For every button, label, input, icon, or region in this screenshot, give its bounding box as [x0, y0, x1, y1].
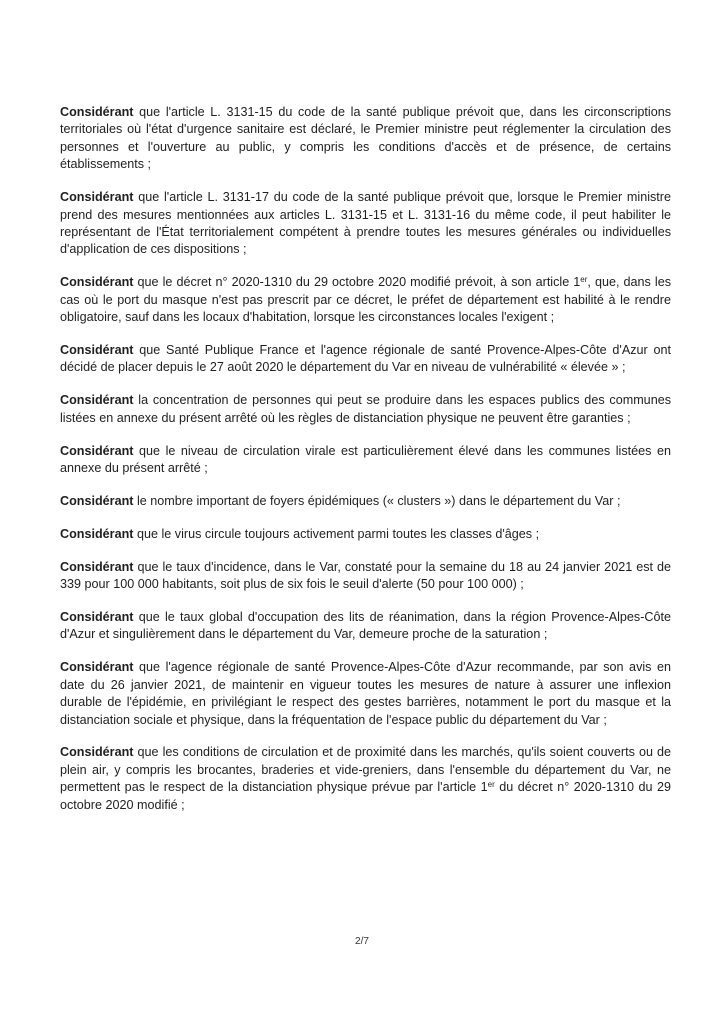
paragraph-marches — [60, 744, 671, 814]
paragraph-classes-ages — [60, 526, 671, 543]
paragraph-text: que le virus circule toujours activement parmi toutes les classes d'âges ; — [136, 526, 540, 541]
paragraph-avis-ars — [60, 659, 671, 729]
paragraph-text: que l'article L. 3131-17 du code de la santé publique prévoit que, lorsque le Premier ministre prend des mesures mentionnées aux articles L. 3131-15 et L. 3131-16 du même code, il peut habiliter le représentant de l'État territorialement compétent à prendre toutes les mesures générales ou individuelles d'application de ces dispositions ; — [60, 190, 672, 257]
lead-word: Considérant — [60, 610, 134, 625]
paragraph-text-after: , que, dans les cas où le port du masque n'est pas prescrit par ce décret, le préfet de département est habilité à le rendre obligatoire, sauf dans les locaux d'habitation, lorsque les circonstances locales l'exigent ; — [60, 275, 671, 325]
paragraph-text: le nombre important de foyers épidémiques (« clusters ») dans le département du Var ; — [136, 493, 621, 508]
paragraph-concentration — [60, 392, 671, 427]
paragraph-text: que le taux global d'occupation des lits de réanimation, dans la région Provence-Alpes-Côte d'Azur et singulièrement dans le département du Var, demeure proche de la saturation ; — [60, 610, 671, 642]
lead-word: Considérant — [60, 493, 134, 508]
page-number: 2/7 — [355, 936, 369, 947]
document-body — [60, 104, 671, 830]
paragraph-text: que le décret n° 2020-1310 du 29 octobre 2020 modifié prévoit, à son article 1 — [137, 275, 581, 290]
paragraph-clusters — [60, 493, 671, 510]
lead-word: Considérant — [60, 393, 134, 408]
lead-word: Considérant — [60, 559, 134, 574]
paragraph-text: la concentration de personnes qui peut se produire dans les espaces publics des communes listées en annexe du présent arrêté où les règles de distanciation physique ne peuvent être garanties ; — [60, 393, 671, 425]
lead-word: Considérant — [60, 526, 134, 541]
paragraph-reanimation — [60, 609, 671, 644]
paragraph-text: que le taux d'incidence, dans le Var, constaté pour la semaine du 18 au 24 janvier 2021 est de 339 pour 100 000 habitants, soit plus de six fois le seuil d'alerte (50 pour 100 000) ; — [60, 559, 672, 592]
lead-word: Considérant — [60, 660, 134, 675]
lead-word: Considérant — [60, 443, 134, 458]
lead-word: Considérant — [60, 105, 134, 119]
paragraph-article-3131-15 — [60, 104, 671, 174]
paragraph-decret-2020-1310 — [60, 274, 671, 326]
paragraph-text-after: du décret n° 2020-1310 du 29 octobre 2020 modifié ; — [60, 780, 671, 812]
paragraph-text: que les conditions de circulation et de proximité dans les marchés, qu'ils soient couverts ou de plein air, y compris les brocantes, braderies et vide-greniers, dans l'ensemble du département du Var, ne permettent pas le respect de la distanciation physique prévue par l'article 1 — [60, 745, 672, 795]
paragraph-text: que Santé Publique France et l'agence régionale de santé Provence-Alpes-Côte d'Azur ont décidé de placer depuis le 27 août 2020 le département du Var en niveau de vulnérabilité « élevée » ; — [60, 342, 671, 375]
paragraph-vulnerabilite — [60, 342, 671, 377]
paragraph-text: que l'agence régionale de santé Provence-Alpes-Côte d'Azur recommande, par son avis en date du 26 janvier 2021, de maintenir en vigueur toutes les mesures de nature à assurer une inflexion durable de l'épidémie, en privilégiant le respect des gestes barrières, notamment le port du masque et la distanciation sociale et physique, dans la fréquentation de l'espace public du département du Var ; — [60, 660, 672, 727]
lead-word: Considérant — [60, 190, 134, 205]
paragraph-taux-incidence — [60, 559, 671, 594]
lead-word: Considérant — [60, 275, 134, 290]
lead-word: Considérant — [60, 342, 134, 357]
paragraph-text: que l'article L. 3131-15 du code de la santé publique prévoit que, dans les circonscriptions territoriales où l'état d'urgence sanitaire est déclaré, le Premier ministre peut réglementer la circulation des personnes et l'ouverture au public, y compris les conditions d'accès et de présence, de certains établissements ; — [60, 105, 672, 172]
superscript: er — [487, 780, 495, 790]
paragraph-article-3131-17 — [60, 189, 671, 259]
paragraph-circulation-virale — [60, 443, 671, 478]
superscript: er — [580, 275, 588, 285]
lead-word: Considérant — [60, 745, 134, 760]
paragraph-text: que le niveau de circulation virale est particulièrement élevé dans les communes listées en annexe du présent arrêté ; — [60, 443, 671, 475]
